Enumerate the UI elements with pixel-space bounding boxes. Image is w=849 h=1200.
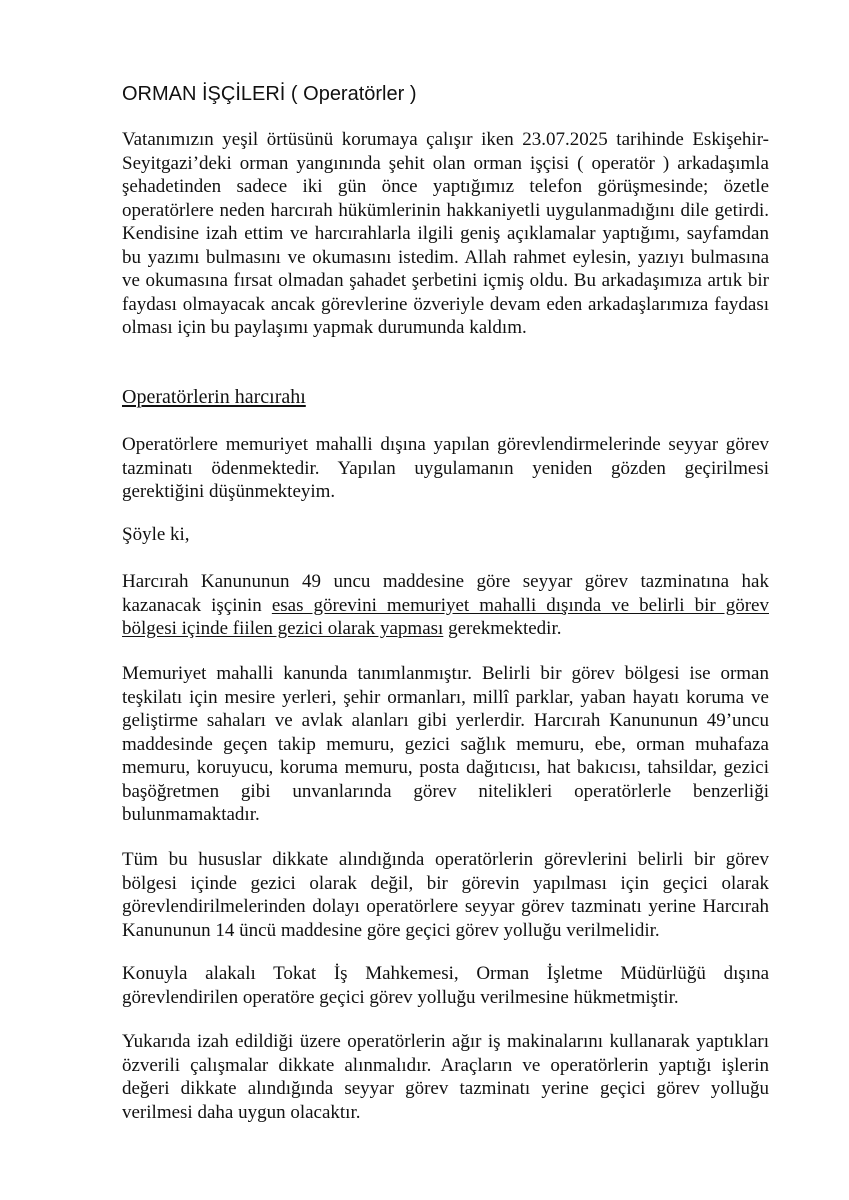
kanun-underlined-text: esas görevini memuriyet mahalli dışında ve belirli bir görev bölgesi içinde fiilen gezici olarak yapması bbox=[122, 594, 769, 639]
document-title: ORMAN İŞÇİLERİ ( Operatörler ) bbox=[122, 83, 417, 105]
kanun-text-before: Harcırah Kanununun 49 uncu maddesine göre seyyar görev tazminatına hak kazanacak işçinin bbox=[122, 571, 769, 616]
soyle-ki-line: Şöyle ki, bbox=[122, 524, 190, 545]
intro-paragraph: Vatanımızın yeşil örtüsünü korumaya çalışır iken 23.07.2025 tarihinde Eskişehir-Seyitgazi’deki orman yangınında şehit olan orman işçisi ( operatör ) arkadaşımla şehadetinden sadece iki gün önce yaptığımız telefon görüşmesinde; özetle operatörlere neden harcırah hükümlerinin hakkaniyetli uygulanmadığını dile getirdi. Kendisine izah ettim ve harcırahlarla ilgili geniş açıklamalar yaptığımı, sayfamdan bu yazımı bulmasını ve okumasını istedim. Allah rahmet eylesin, yazıyı bulmasına ve okumasına fırsat olmadan şahadet şerbetini içmiş oldu. Bu arkadaşımıza artık bir faydası olmayacak ancak görevlerine özveriyle devam eden arkadaşlarımıza faydası olması için bu paylaşımı yapmak durumunda kaldım. bbox=[122, 129, 769, 338]
conclusion-paragraph: Yukarıda izah edildiği üzere operatörlerin ağır iş makinalarını kullanarak yaptıkları özverili çalışmalar dikkate alınmalıdır. Araçların ve operatörlerin yaptığı işlerin değeri dikkate alındığında seyyar görev tazminatı yerine geçici görev yolluğu verilmesi daha uygun olacaktır. bbox=[122, 1031, 769, 1123]
tokat-mahkeme-paragraph: Konuyla alakalı Tokat İş Mahkemesi, Orman İşletme Müdürlüğü dışına görevlendirilen operatöre geçici görev yolluğu verilmesine hükmetmiştir. bbox=[122, 963, 769, 1008]
kanun-paragraph bbox=[122, 570, 769, 641]
kanun-text-after: gerekmektedir. bbox=[443, 618, 562, 639]
section-heading-operator-harcirah: Operatörlerin harcırahı bbox=[122, 386, 306, 408]
memuriyet-paragraph: Memuriyet mahalli kanunda tanımlanmıştır. Belirli bir görev bölgesi ise orman teşkilatı için mesire yerleri, şehir ormanları, millî parklar, yaban hayatı koruma ve geliştirme sahaları ve avlak alanları gibi yerlerdir. Harcırah Kanununun 49’uncu maddesinde geçen takip memuru, gezici sağlık memuru, ebe, orman muhafaza memuru, koruyucu, koruma memuru, posta dağıtıcısı, hat bakıcısı, tahsildar, gezici başöğretmen gibi unvanlarında görev nitelikleri operatörlerle benzerliği bulunmamaktadır. bbox=[122, 663, 769, 825]
tum-hususlar-paragraph: Tüm bu hususlar dikkate alındığında operatörlerin görevlerini belirli bir görev bölgesi içinde gezici olarak değil, bir görevin yapılması için geçici olarak görevlendirilmelerinden dolayı operatörlere seyyar görev tazminatı yerine Harcırah Kanununun 14 üncü maddesine göre geçici görev yolluğu verilmelidir. bbox=[122, 849, 769, 941]
harcirah-paragraph: Operatörlere memuriyet mahalli dışına yapılan görevlendirmelerinde seyyar görev tazminatı ödenmektedir. Yapılan uygulamanın yeniden gözden geçirilmesi gerektiğini düşünmekteyim. bbox=[122, 434, 769, 502]
